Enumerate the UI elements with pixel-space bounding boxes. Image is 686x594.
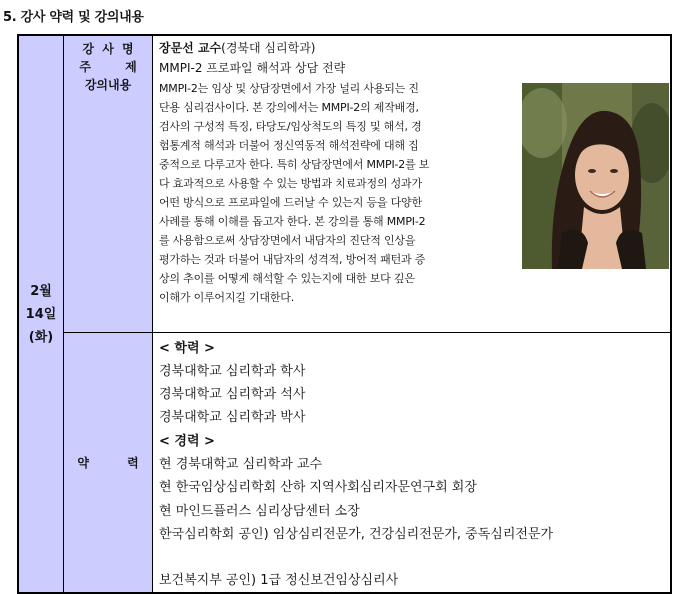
description-line: 를 사용함으로써 상담장면에서 내담자의 진단적 인상을	[159, 234, 416, 247]
description-line: 단용 심리검사이다. 본 강의에서는 MMPI-2의 제작배경,	[159, 101, 419, 114]
experience-item: 보건복지부 공인) 1급 정신보건임상심리사	[159, 573, 399, 589]
description-line: 평가하는 것과 더불어 내담자의 성격적, 방어적 패턴과 증	[159, 253, 426, 266]
experience-item	[159, 546, 664, 569]
description-line: 사례를 통해 이해를 돕고자 한다. 본 강의를 통해 MMPI-2	[159, 215, 426, 228]
lecture-labels	[64, 35, 153, 332]
description-line: 상의 추이를 어떻게 해석할 수 있는지에 대한 보다 깊은	[159, 272, 415, 285]
experience-item: 한국심리학회 공인) 임상심리전문가, 건강심리전문가, 중독심리전문가	[159, 526, 554, 542]
description-line: 험통계적 해석과 더불어 정신역동적 해석전략에 대해 집	[159, 139, 419, 152]
description-line: 어떤 방식으로 프로파일에 드러날 수 있는지 등을 다양한	[159, 196, 422, 209]
description-line: 검사의 구성적 특징, 타당도/임상척도의 특징 및 해석, 경	[159, 120, 422, 133]
education-item: 경북대학교 심리학과 학사	[159, 363, 306, 379]
date-day: 14일	[25, 306, 57, 322]
experience-item: 현 한국임상심리학회 산하 지역사회심리자문연구회 회장	[159, 480, 477, 496]
description-line: 이해가 이루어지길 기대한다.	[159, 291, 295, 304]
date-cell	[18, 35, 64, 593]
section-title: 5. 강사 약력 및 강의내용	[3, 10, 144, 25]
lecture-description	[159, 79, 507, 307]
experience-header: < 경력 >	[159, 433, 215, 449]
career-content	[153, 332, 672, 593]
instructor-photo	[522, 83, 669, 269]
education-header: < 학력 >	[159, 340, 215, 356]
date-month: 2월	[30, 283, 52, 299]
instructor-name: 장문선 교수	[159, 41, 222, 55]
lecture-topic: MMPI-2 프로파일 해석과 상담 전략	[159, 61, 346, 75]
career-label: 약 력	[77, 455, 139, 470]
experience-item: 현 마인드플러스 심리상담센터 소장	[159, 503, 360, 519]
description-line: MMPI-2는 임상 및 상담장면에서 가장 널리 사용되는 진	[159, 82, 419, 95]
education-item: 경북대학교 심리학과 박사	[159, 410, 306, 426]
content-label: 강의내용	[84, 78, 132, 92]
topic-label: 주 제	[79, 60, 137, 74]
description-line: 다 효과적으로 사용할 수 있는 방법과 치료과정의 성과가	[159, 177, 422, 190]
instructor-label: 강 사 명	[82, 42, 134, 56]
experience-item: 현 경북대학교 심리학과 교수	[159, 456, 323, 472]
description-line: 중적으로 다루고자 한다. 특히 상담장면에서 MMPI-2를 보	[159, 158, 430, 171]
date-weekday: (화)	[28, 329, 54, 345]
career-label-cell	[64, 332, 153, 593]
education-item: 경북대학교 심리학과 석사	[159, 387, 306, 403]
instructor-affiliation: (경북대 심리학과)	[221, 41, 316, 55]
